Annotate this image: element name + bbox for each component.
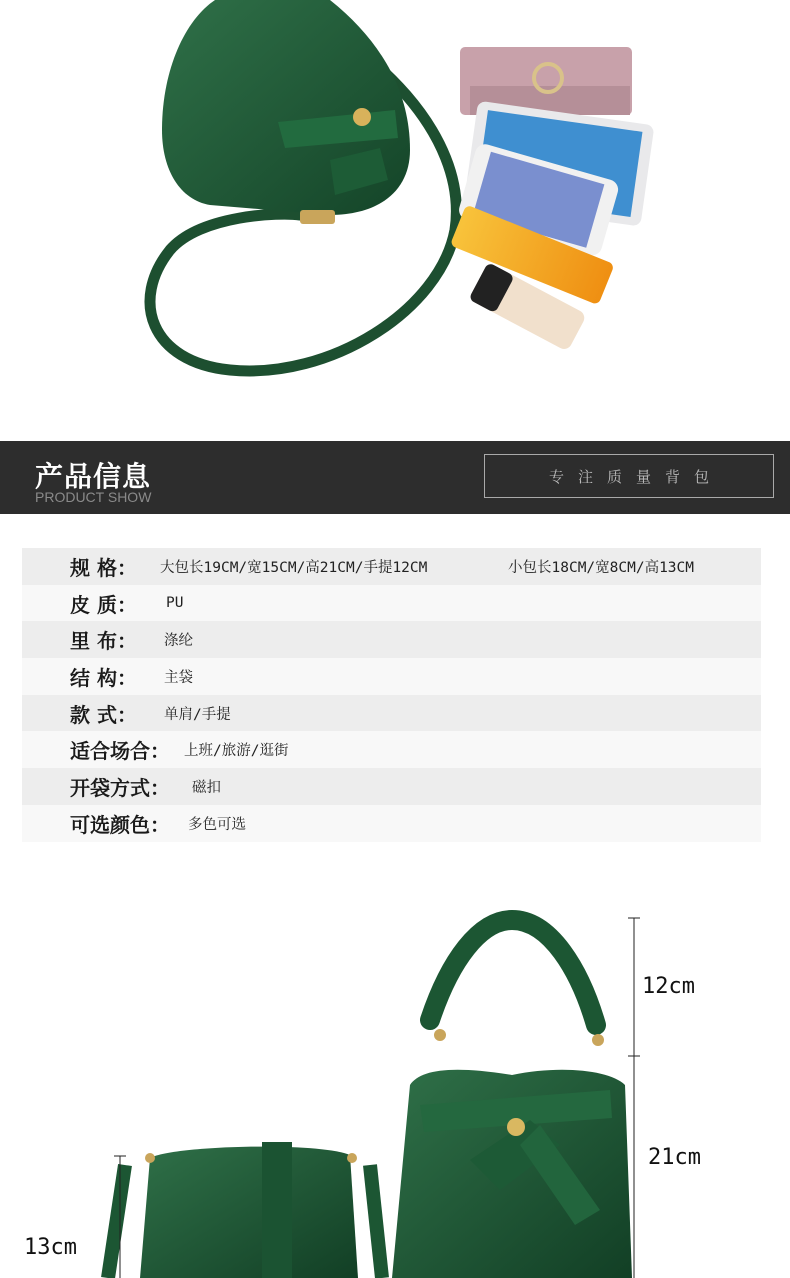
spec-row-lining — [22, 621, 761, 658]
spec-value: 单肩/手提 — [164, 706, 231, 723]
spec-label: 款 式： — [70, 702, 137, 727]
product-photo-top — [0, 0, 790, 440]
spec-row-colors — [22, 805, 761, 842]
spec-label: 适合场合： — [70, 739, 170, 764]
spec-table — [22, 548, 761, 842]
dimension-big-height-label: 21cm — [648, 1145, 701, 1170]
product-photo-dimensions — [0, 880, 790, 1278]
spec-value: 大包长19CM/宽15CM/高21CM/手提12CM — [160, 559, 428, 576]
small-bag-body — [140, 1147, 358, 1278]
section-subtitle: PRODUCT SHOW — [35, 489, 152, 505]
spec-value: 上班/旅游/逛街 — [184, 743, 289, 760]
spec-label: 结 构： — [70, 665, 137, 690]
section-title: 产品信息 — [35, 460, 152, 493]
spec-value: 涤纶 — [164, 633, 193, 650]
spec-row-occasion — [22, 731, 761, 768]
spec-value: 磁扣 — [192, 779, 221, 796]
spec-row-style — [22, 695, 761, 732]
spec-value: 主袋 — [164, 669, 193, 686]
turn-lock-icon — [507, 1118, 525, 1136]
spec-row-size — [22, 548, 761, 585]
slogan-box: 专注质量背包 — [484, 454, 774, 498]
spec-row-structure — [22, 658, 761, 695]
spec-row-material — [22, 585, 761, 622]
big-bag-handle — [430, 920, 596, 1025]
spec-label: 皮 质： — [70, 592, 137, 617]
spec-value: 多色可选 — [188, 816, 246, 833]
dimension-small-height-label: 13cm — [24, 1235, 77, 1260]
spec-label: 里 布： — [70, 629, 137, 654]
spec-label: 开袋方式： — [70, 775, 170, 800]
spec-row-closure — [22, 768, 761, 805]
spec-value-secondary: 小包长18CM/宽8CM/高13CM — [508, 559, 694, 576]
spec-label: 可选颜色： — [70, 812, 170, 837]
turn-lock-icon — [353, 108, 371, 126]
dimension-handle-label: 12cm — [642, 974, 695, 999]
spec-label: 规 格： — [70, 555, 137, 580]
spec-value: PU — [166, 595, 184, 612]
